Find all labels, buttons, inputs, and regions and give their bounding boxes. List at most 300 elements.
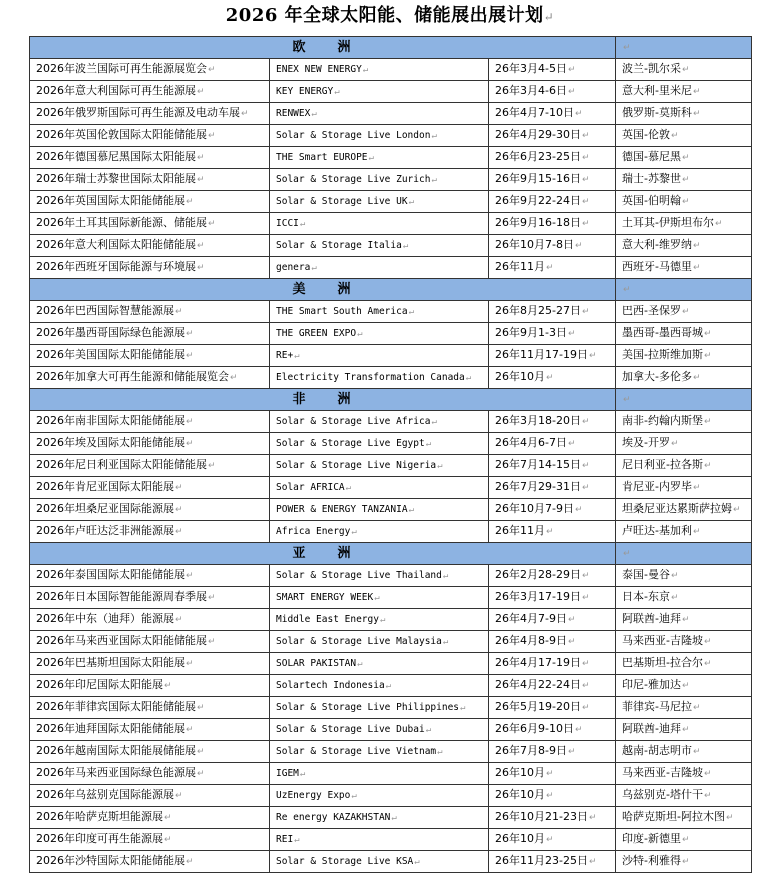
return-mark: ↵ [208,219,216,229]
return-mark: ↵ [704,791,712,801]
return-mark: ↵ [186,725,194,735]
return-mark: ↵ [431,130,437,141]
return-mark: ↵ [567,329,576,339]
return-mark: ↵ [385,680,392,691]
return-mark: ↵ [567,637,576,647]
exhibition-table [29,36,752,873]
return-mark: ↵ [543,10,555,24]
exhibition-brand-text: Solar & Storage Live Malaysia [276,635,442,647]
exhibition-date-text: 26年3月17-19日 [495,590,581,603]
return-mark: ↵ [175,615,183,625]
table-row [30,587,752,609]
return-mark: ↵ [197,175,205,185]
exhibition-date-text: 26年10月21-23日 [495,810,588,823]
return-mark: ↵ [726,813,734,823]
return-mark: ↵ [693,109,701,119]
exhibition-date-text: 26年11月 [495,524,545,537]
table-row [30,829,752,851]
exhibition-city-text: 印尼-雅加达 [622,678,682,691]
exhibition-name-text: 2026年尼日利亚国际太阳能储能展 [36,458,207,471]
return-mark: ↵ [241,109,249,119]
exhibition-name [30,345,270,367]
return-mark: ↵ [693,747,701,757]
exhibition-brand [270,235,489,257]
return-mark: ↵ [693,241,701,251]
exhibition-name-text: 2026年中东（迪拜）能源展 [36,612,174,625]
exhibition-name-text: 2026年哈萨克斯坦能源展 [36,810,163,823]
table-row [30,719,752,741]
exhibition-date [489,587,616,609]
exhibition-name [30,257,270,279]
exhibition-name [30,741,270,763]
return-mark: ↵ [693,527,701,537]
section-header-blank [616,279,752,301]
return-mark: ↵ [186,351,194,361]
exhibition-city [616,213,752,235]
exhibition-date-text: 26年3月4-5日 [495,62,567,75]
exhibition-date-text: 26年10月7-8日 [495,238,574,251]
exhibition-brand-text: genera [276,261,311,273]
exhibition-city [616,499,752,521]
return-mark: ↵ [299,218,306,229]
section-title [30,37,616,59]
return-mark: ↵ [414,856,420,867]
exhibition-date-text: 26年2月28-29日 [495,568,581,581]
exhibition-name [30,807,270,829]
exhibition-date-text: 26年4月6-7日 [495,436,567,449]
exhibition-city-text: 马来西亚-吉隆坡 [622,634,703,647]
section-header-blank [616,543,752,565]
return-mark: ↵ [581,131,590,141]
exhibition-date-text: 26年10月7-9日 [495,502,574,515]
table-row [30,477,752,499]
exhibition-date-text: 26年5月19-20日 [495,700,581,713]
exhibition-city-text: 菲律宾-马尼拉 [622,700,693,713]
table-row [30,499,752,521]
exhibition-city [616,829,752,851]
exhibition-brand [270,499,489,521]
table-row [30,565,752,587]
return-mark: ↵ [175,483,183,493]
exhibition-name-text: 2026年卢旺达泛非洲能源展 [36,524,174,537]
exhibition-brand-text: UzEnergy Expo [276,789,351,801]
return-mark: ↵ [357,328,363,339]
exhibition-name [30,169,270,191]
exhibition-city [616,59,752,81]
return-mark: ↵ [671,571,679,581]
exhibition-name-text: 2026年乌兹别克国际能源展 [36,788,174,801]
exhibition-brand-text: Middle East Energy [276,613,379,625]
return-mark: ↵ [693,483,701,493]
exhibition-brand [270,169,489,191]
exhibition-date [489,477,616,499]
exhibition-name [30,433,270,455]
return-mark: ↵ [294,350,300,361]
table-row [30,675,752,697]
return-mark: ↵ [682,197,690,207]
exhibition-date-text: 26年3月18-20日 [495,414,581,427]
return-mark: ↵ [733,505,741,515]
exhibition-brand-text: SMART ENERGY WEEK [276,591,374,603]
table-row [30,521,752,543]
exhibition-city [616,719,752,741]
exhibition-name-text: 2026年意大利国际太阳能储能展 [36,238,196,251]
return-mark: ↵ [546,791,554,801]
exhibition-city-text: 马来西亚-吉隆坡 [622,766,703,779]
return-mark: ↵ [682,681,690,691]
return-mark: ↵ [465,372,472,383]
exhibition-city-text: 英国-伦敦 [622,128,671,141]
exhibition-brand [270,147,489,169]
exhibition-date-text: 26年7月8-9日 [495,744,567,757]
exhibition-brand [270,301,489,323]
return-mark: ↵ [197,241,205,251]
table-row [30,169,752,191]
exhibition-brand [270,477,489,499]
exhibition-name-text: 2026年瑞士苏黎世国际太阳能展 [36,172,196,185]
return-mark: ↵ [581,571,590,581]
return-mark: ↵ [186,329,194,339]
exhibition-date [489,301,616,323]
return-mark: ↵ [164,813,172,823]
exhibition-city [616,763,752,785]
exhibition-brand [270,675,489,697]
return-mark: ↵ [175,791,183,801]
exhibition-date [489,829,616,851]
exhibition-date-text: 26年10月 [495,788,545,801]
table-row [30,697,752,719]
exhibition-city [616,169,752,191]
table-row [30,741,752,763]
exhibition-name-text: 2026年沙特国际太阳能储能展 [36,854,185,867]
exhibition-date [489,653,616,675]
return-mark: ↵ [704,329,712,339]
exhibition-date [489,367,616,389]
exhibition-name [30,367,270,389]
return-mark: ↵ [693,87,701,97]
exhibition-city [616,807,752,829]
return-mark: ↵ [186,197,194,207]
return-mark: ↵ [230,373,238,383]
return-mark: ↵ [197,263,205,273]
exhibition-city-text: 意大利-维罗纳 [622,238,693,251]
exhibition-name [30,411,270,433]
exhibition-city [616,631,752,653]
return-mark: ↵ [208,593,216,603]
exhibition-city-text: 加拿大-多伦多 [622,370,693,383]
return-mark: ↵ [351,790,357,801]
exhibition-brand [270,741,489,763]
exhibition-city [616,191,752,213]
exhibition-brand [270,829,489,851]
exhibition-date-text: 26年10月 [495,766,545,779]
exhibition-date [489,675,616,697]
exhibition-name [30,565,270,587]
return-mark: ↵ [704,417,712,427]
exhibition-name [30,763,270,785]
exhibition-name [30,455,270,477]
exhibition-date-text: 26年4月7-10日 [495,106,574,119]
exhibition-name [30,675,270,697]
return-mark: ↵ [431,416,437,427]
exhibition-date [489,763,616,785]
return-mark: ↵ [197,769,205,779]
exhibition-brand-text: Solar & Storage Italia [276,239,402,251]
section-title-text: 欧 洲 [292,39,353,55]
exhibition-city-text: 西班牙-马德里 [622,260,693,273]
exhibition-city [616,147,752,169]
exhibition-city-text: 墨西哥-墨西哥城 [622,326,703,339]
return-mark: ↵ [704,659,712,669]
exhibition-name [30,499,270,521]
return-mark: ↵ [175,307,183,317]
table-row [30,213,752,235]
return-mark: ↵ [693,703,701,713]
return-mark: ↵ [197,747,205,757]
exhibition-date [489,565,616,587]
exhibition-name-text: 2026年英国国际太阳能储能展 [36,194,185,207]
exhibition-brand [270,367,489,389]
exhibition-city-text: 瑞士-苏黎世 [622,172,682,185]
return-mark: ↵ [623,43,631,53]
exhibition-brand [270,81,489,103]
exhibition-name-text: 2026年越南国际太阳能展储能展 [36,744,196,757]
exhibition-date [489,213,616,235]
exhibition-date [489,851,616,873]
return-mark: ↵ [704,461,712,471]
exhibition-name [30,851,270,873]
exhibition-city-text: 坦桑尼亚达累斯萨拉姆 [622,502,733,515]
exhibition-name-text: 2026年加拿大可再生能源和储能展览会 [36,370,229,383]
return-mark: ↵ [581,593,590,603]
exhibition-date [489,521,616,543]
exhibition-date [489,807,616,829]
exhibition-brand-text: Solar & Storage Live Vietnam [276,745,437,757]
section-title-text: 亚 洲 [292,545,353,561]
exhibition-brand-text: Solartech Indonesia [276,679,385,691]
exhibition-brand [270,763,489,785]
return-mark: ↵ [362,64,369,75]
exhibition-brand [270,785,489,807]
exhibition-city [616,323,752,345]
exhibition-name-text: 2026年德国慕尼黑国际太阳能展 [36,150,196,163]
return-mark: ↵ [164,835,172,845]
exhibition-date [489,345,616,367]
return-mark: ↵ [299,768,306,779]
return-mark: ↵ [197,87,205,97]
table-row [30,631,752,653]
exhibition-brand-text: Electricity Transformation Canada [276,371,465,383]
exhibition-brand-text: Solar & Storage Live Africa [276,415,431,427]
exhibition-brand-text: RENWEX [276,107,311,119]
return-mark: ↵ [567,439,576,449]
exhibition-name [30,147,270,169]
exhibition-brand-text: Re energy KAZAKHSTAN [276,811,391,823]
exhibition-city [616,103,752,125]
exhibition-brand [270,411,489,433]
return-mark: ↵ [623,549,631,559]
section-title-text: 非 洲 [292,391,353,407]
exhibition-city-text: 埃及-开罗 [622,436,671,449]
table-row [30,235,752,257]
exhibition-date-text: 26年9月16-18日 [495,216,581,229]
exhibition-brand-text: RE+ [276,349,294,361]
exhibition-name-text: 2026年墨西哥国际绿色能源展 [36,326,185,339]
return-mark: ↵ [197,153,205,163]
exhibition-name-text: 2026年波兰国际可再生能源展览会 [36,62,207,75]
exhibition-city-text: 英国-伯明翰 [622,194,682,207]
return-mark: ↵ [581,659,590,669]
exhibition-brand [270,213,489,235]
exhibition-date [489,455,616,477]
exhibition-brand [270,433,489,455]
return-mark: ↵ [574,241,583,251]
return-mark: ↵ [704,769,712,779]
return-mark: ↵ [425,438,432,449]
exhibition-date-text: 26年7月14-15日 [495,458,581,471]
exhibition-name [30,653,270,675]
exhibition-date [489,191,616,213]
return-mark: ↵ [442,636,449,647]
exhibition-city-text: 卢旺达-基加利 [622,524,693,537]
return-mark: ↵ [715,219,723,229]
return-mark: ↵ [567,65,576,75]
return-mark: ↵ [546,835,554,845]
exhibition-city [616,741,752,763]
exhibition-city-text: 日本-东京 [622,590,671,603]
return-mark: ↵ [208,461,216,471]
exhibition-name-text: 2026年菲律宾国际太阳能储能展 [36,700,196,713]
exhibition-name-text: 2026年巴基斯坦国际太阳能展 [36,656,185,669]
exhibition-brand-text: Solar & Storage Live Dubai [276,723,425,735]
exhibition-date-text: 26年11月23-25日 [495,854,588,867]
exhibition-brand-text: Solar & Storage Live Zurich [276,173,431,185]
exhibition-brand-text: POWER & ENERGY TANZANIA [276,503,408,515]
exhibition-brand-text: REI [276,833,294,845]
exhibition-city-text: 越南-胡志明市 [622,744,693,757]
return-mark: ↵ [581,483,590,493]
return-mark: ↵ [186,439,194,449]
exhibition-name-text: 2026年印尼国际太阳能展 [36,678,163,691]
exhibition-date [489,785,616,807]
table-row [30,763,752,785]
return-mark: ↵ [588,857,597,867]
section-title [30,543,616,565]
exhibition-date [489,411,616,433]
exhibition-city [616,301,752,323]
exhibition-date-text: 26年10月 [495,370,545,383]
section-title-text: 美 洲 [292,281,353,297]
exhibition-brand-text: ENEX NEW ENERGY [276,63,362,75]
exhibition-city [616,81,752,103]
exhibition-name [30,191,270,213]
return-mark: ↵ [581,417,590,427]
exhibition-brand [270,521,489,543]
return-mark: ↵ [581,461,590,471]
exhibition-name [30,829,270,851]
table-row [30,785,752,807]
exhibition-brand-text: Solar AFRICA [276,481,345,493]
exhibition-date [489,609,616,631]
exhibition-brand-text: Solar & Storage Live London [276,129,431,141]
exhibition-city [616,235,752,257]
exhibition-name-text: 2026年马来西亚国际太阳能储能展 [36,634,207,647]
exhibition-name [30,609,270,631]
exhibition-name [30,213,270,235]
exhibition-name-text: 2026年埃及国际太阳能储能展 [36,436,185,449]
exhibition-brand [270,455,489,477]
return-mark: ↵ [693,373,701,383]
return-mark: ↵ [294,834,300,845]
section-title [30,279,616,301]
exhibition-date [489,235,616,257]
exhibition-date [489,257,616,279]
table-row [30,301,752,323]
table-row [30,609,752,631]
exhibition-brand [270,587,489,609]
exhibition-city [616,455,752,477]
return-mark: ↵ [311,262,317,273]
return-mark: ↵ [402,240,409,251]
exhibition-name [30,477,270,499]
exhibition-date [489,323,616,345]
exhibition-brand [270,653,489,675]
return-mark: ↵ [567,87,576,97]
exhibition-city-text: 巴基斯坦-拉合尔 [622,656,703,669]
return-mark: ↵ [581,219,590,229]
return-mark: ↵ [368,152,374,163]
exhibition-city [616,609,752,631]
exhibition-name-text: 2026年日本国际智能能源周春季展 [36,590,207,603]
return-mark: ↵ [186,659,194,669]
exhibition-brand-text: Solar & Storage Live Egypt [276,437,425,449]
return-mark: ↵ [682,307,690,317]
exhibition-city [616,345,752,367]
exhibition-city-text: 俄罗斯-莫斯科 [622,106,693,119]
exhibition-brand [270,191,489,213]
return-mark: ↵ [704,351,712,361]
exhibition-brand-text: SOLAR PAKISTAN [276,657,357,669]
exhibition-name [30,785,270,807]
exhibition-city [616,697,752,719]
exhibition-date [489,59,616,81]
return-mark: ↵ [682,65,690,75]
return-mark: ↵ [574,725,583,735]
return-mark: ↵ [164,681,172,691]
exhibition-brand-text: THE GREEN EXPO [276,327,357,339]
exhibition-brand-text: Solar & Storage Live KSA [276,855,414,867]
exhibition-brand-text: Solar & Storage Live Philippines [276,701,460,713]
exhibition-name [30,59,270,81]
exhibition-name [30,81,270,103]
exhibition-city-text: 美国-拉斯维加斯 [622,348,703,361]
return-mark: ↵ [693,263,701,273]
table-row [30,345,752,367]
exhibition-name [30,323,270,345]
exhibition-name-text: 2026年泰国国际太阳能储能展 [36,568,185,581]
exhibition-brand-text: THE Smart EUROPE [276,151,368,163]
exhibition-date-text: 26年4月22-24日 [495,678,581,691]
exhibition-brand [270,59,489,81]
return-mark: ↵ [623,395,631,405]
exhibition-brand [270,719,489,741]
return-mark: ↵ [345,482,352,493]
return-mark: ↵ [574,505,583,515]
exhibition-date-text: 26年4月17-19日 [495,656,581,669]
exhibition-brand-text: IGEM [276,767,299,779]
return-mark: ↵ [546,769,554,779]
exhibition-name-text: 2026年土耳其国际新能源、储能展 [36,216,207,229]
